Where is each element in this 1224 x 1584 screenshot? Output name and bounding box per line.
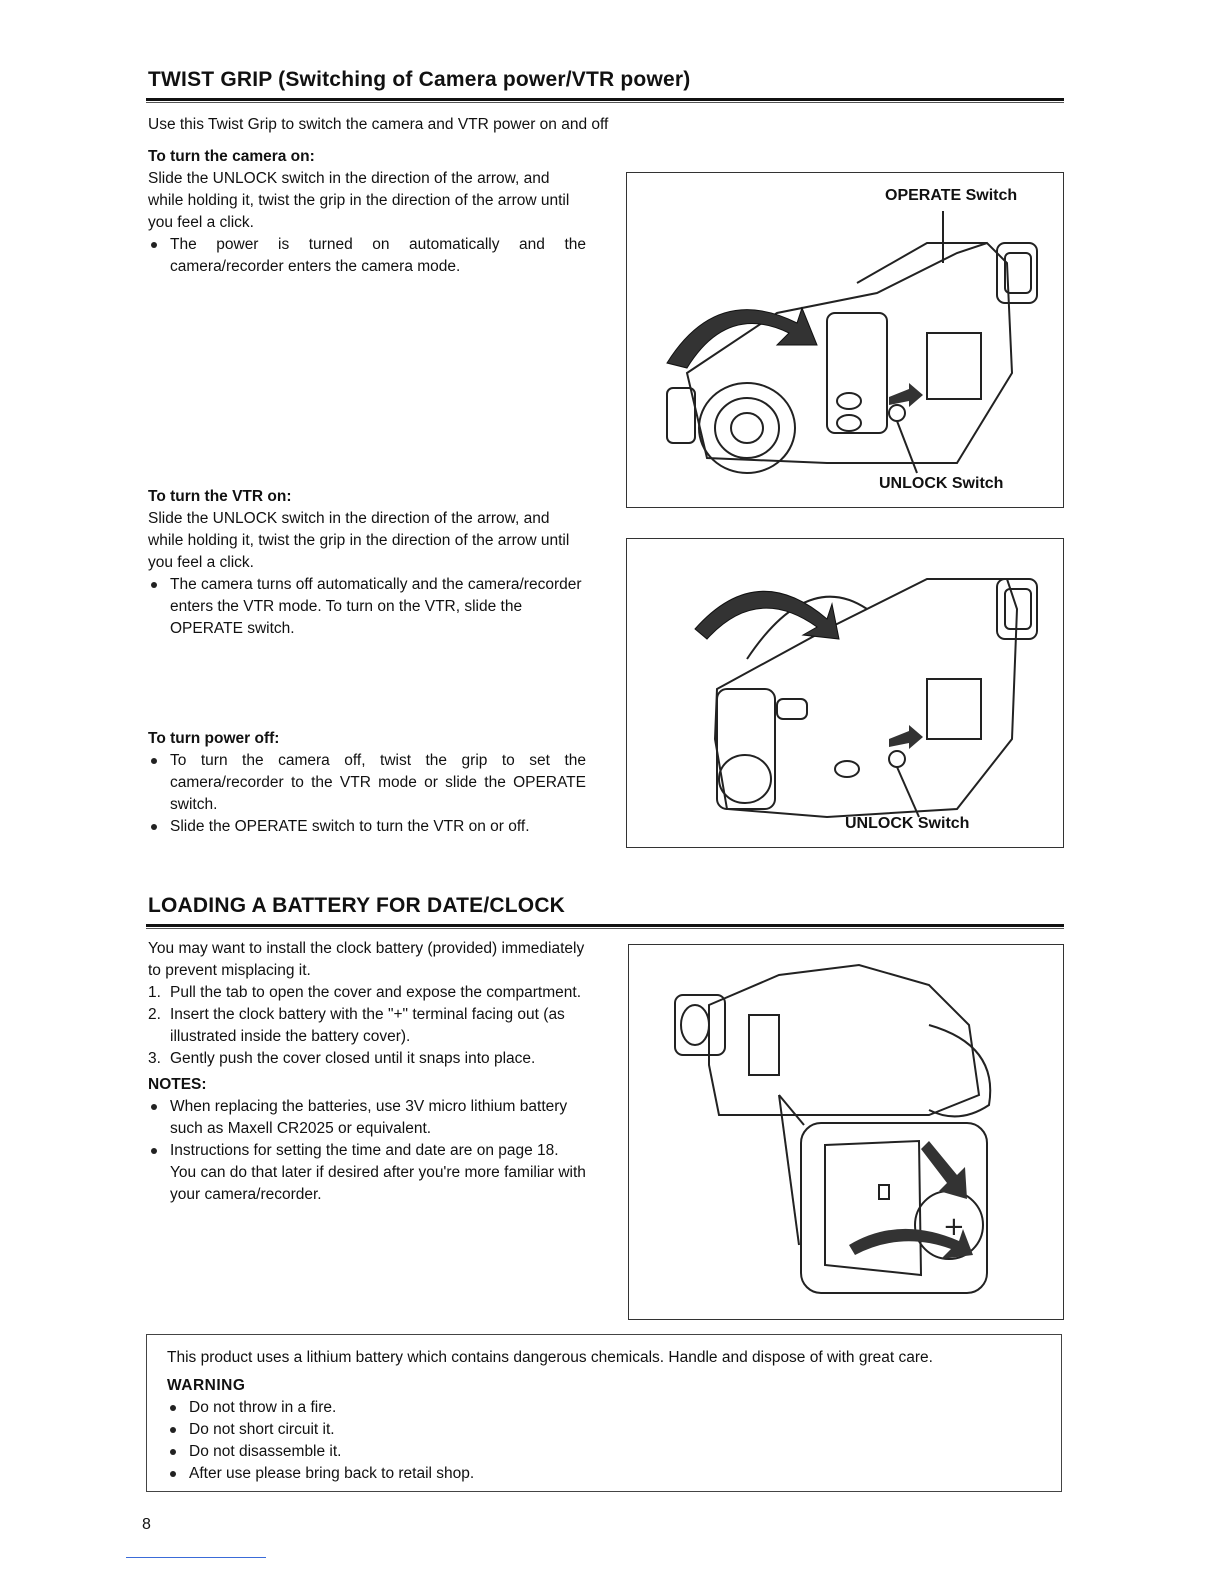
camcorder-camera-mode-illustration: [627, 173, 1063, 507]
page-number: 8: [142, 1516, 151, 1533]
power-off-block: [148, 728, 586, 838]
section-title-twist-grip: TWIST GRIP (Switching of Camera power/VTR power): [148, 68, 691, 91]
figure-vtr-mode: [626, 538, 1064, 848]
step-text: Gently push the cover closed until it snaps into place.: [170, 1050, 536, 1067]
battery-step-2: [148, 1004, 586, 1048]
slide-arrow-icon: [889, 383, 923, 407]
lithium-warning-box: [146, 1334, 1062, 1492]
unlock-switch-label-1: UNLOCK Switch: [879, 475, 1004, 492]
title-rule: [146, 98, 1064, 101]
unlock-switch-label-2: UNLOCK Switch: [845, 815, 970, 832]
warning-list: [167, 1397, 867, 1485]
footer-rule: [126, 1557, 266, 1558]
power-off-heading: To turn power off:: [148, 730, 280, 747]
vtr-on-body: Slide the UNLOCK switch in the direction of the arrow, and while holding it, twist the grip in the direction of the arrow until you feel a click.: [148, 510, 570, 571]
slide-arrow-vtr-icon: [889, 725, 923, 749]
warning-heading: WARNING: [167, 1377, 246, 1394]
battery-title-rule: [146, 924, 1064, 927]
warning-lead: This product uses a lithium battery which contains dangerous chemicals. Handle and dispose of with great care.: [167, 1349, 933, 1366]
camera-on-heading: To turn the camera on:: [148, 148, 315, 165]
warning-item-3: Do not disassemble it.: [167, 1441, 867, 1463]
battery-step-1: [148, 982, 586, 1004]
battery-title-rule-thin: [146, 928, 1064, 929]
note-1: When replacing the batteries, use 3V micro lithium battery such as Maxell CR2025 or equivalent.: [148, 1096, 586, 1140]
vtr-on-block: [148, 486, 586, 640]
camera-on-bullet: The power is turned on automatically and the camera/recorder enters the camera mode.: [148, 234, 586, 278]
notes-heading: NOTES:: [148, 1076, 207, 1093]
step-text: Pull the tab to open the cover and expose the compartment.: [170, 984, 582, 1001]
plus-mark: +: [943, 1212, 965, 1242]
step-text: Insert the clock battery with the "+" terminal facing out (as illustrated inside the battery cover).: [170, 1006, 565, 1045]
battery-step-3: [148, 1048, 586, 1070]
twist-arrow-icon: [667, 308, 817, 368]
title-rule-thin: [146, 102, 1064, 103]
figure-battery-compartment: [628, 944, 1064, 1320]
camcorder-vtr-mode-illustration: [627, 539, 1063, 847]
twist-grip-intro: Use this Twist Grip to switch the camera and VTR power on and off: [148, 116, 609, 133]
battery-compartment-illustration: [629, 945, 1063, 1319]
power-off-bullet-1: To turn the camera off, twist the grip to set the camera/recorder to the VTR mode or slide the OPERATE switch.: [148, 750, 586, 816]
note-2: Instructions for setting the time and date are on page 18. You can do that later if desired after you're more familiar with your camera/recorder.: [148, 1140, 586, 1206]
operate-switch-label: OPERATE Switch: [885, 187, 1018, 204]
section-title-battery: LOADING A BATTERY FOR DATE/CLOCK: [148, 894, 566, 917]
step-number: 3.: [148, 1050, 161, 1067]
vtr-on-bullet: The camera turns off automatically and the camera/recorder enters the VTR mode. To turn on the VTR, slide the OPERATE switch.: [148, 574, 586, 640]
camera-on-body: Slide the UNLOCK switch in the direction of the arrow, and while holding it, twist the grip in the direction of the arrow until you feel a click.: [148, 170, 570, 231]
power-off-bullet-2: Slide the OPERATE switch to turn the VTR on or off.: [148, 816, 586, 838]
battery-insert-arrow-icon: [921, 1141, 967, 1199]
step-number: 2.: [148, 1006, 161, 1023]
warning-item-1: Do not throw in a fire.: [167, 1397, 867, 1419]
step-number: 1.: [148, 984, 161, 1001]
warning-item-2: Do not short circuit it.: [167, 1419, 867, 1441]
battery-intro: You may want to install the clock battery (provided) immediately to prevent misplacing it.: [148, 940, 585, 979]
vtr-on-heading: To turn the VTR on:: [148, 488, 292, 505]
warning-item-4: After use please bring back to retail shop.: [167, 1463, 867, 1485]
figure-camera-mode: [626, 172, 1064, 508]
battery-text-block: [148, 938, 586, 1206]
camera-on-block: [148, 146, 586, 278]
